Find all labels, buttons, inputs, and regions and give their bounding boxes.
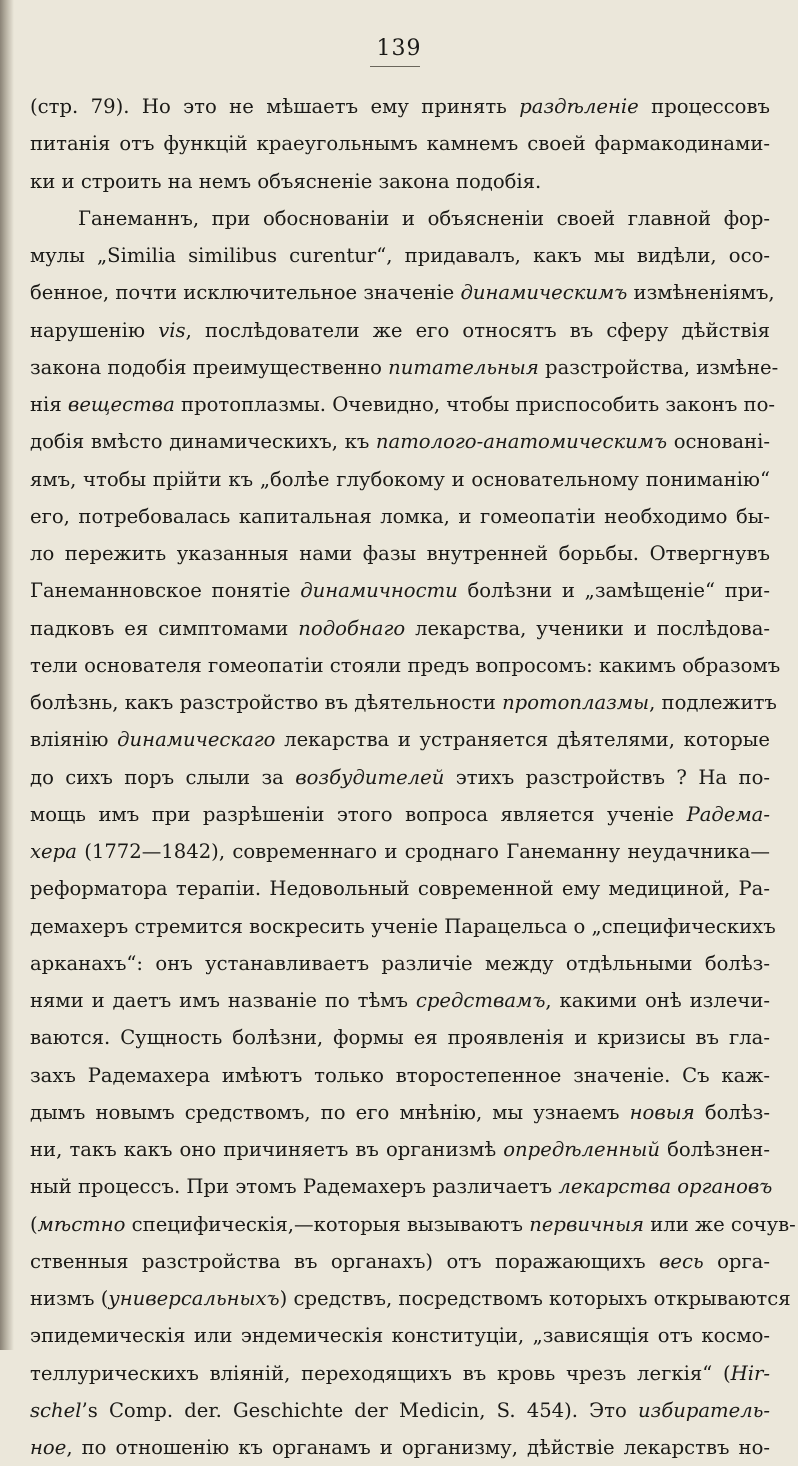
italic-text-segment: питательныя — [388, 355, 539, 379]
text-segment: ки и строить на немъ объясненіе закона подобія. — [30, 169, 542, 193]
italic-text-segment: вещества — [67, 393, 175, 416]
text-line — [30, 1206, 796, 1243]
italic-text-segment: весь — [659, 1249, 704, 1273]
italic-text-segment: опредѣленный — [503, 1138, 660, 1161]
text-line — [30, 647, 781, 684]
text-line — [30, 684, 777, 721]
italic-text-segment: лекарства органовъ — [558, 1175, 773, 1199]
text-line — [30, 163, 770, 200]
text-segment: ( — [30, 1212, 38, 1236]
text-segment: лекарства и устраняется дѣятелями, которые — [275, 728, 771, 752]
italic-text-segment: динамическимъ — [460, 281, 628, 305]
italic-text-segment: динамическаго — [117, 728, 276, 752]
italic-text-segment: хера — [30, 840, 77, 863]
text-segment: мощь имъ при разрѣшеніи этого вопроса является ученіе — [30, 802, 687, 826]
text-segment: болѣз- — [694, 1100, 770, 1124]
text-line — [30, 535, 770, 572]
text-segment: вліянію — [30, 728, 118, 752]
page-binding-edge — [0, 0, 14, 1350]
text-line — [30, 1317, 770, 1354]
italic-text-segment: универсальныхъ — [108, 1287, 280, 1310]
text-segment: питанія отъ функцій краеугольнымъ камнемъ своей фармакодинами- — [30, 132, 770, 156]
text-segment: до сихъ поръ слыли за — [30, 765, 296, 789]
text-segment: болѣзни и „замѣщеніе“ при- — [457, 579, 770, 603]
text-line — [30, 1019, 770, 1056]
italic-text-segment: патолого-анатомическимъ — [375, 430, 668, 454]
italic-text-segment: Hir- — [730, 1361, 770, 1385]
italic-text-segment: избиратель- — [637, 1398, 770, 1422]
text-segment: теллурическихъ вліяній, переходящихъ въ кровь чрезъ легкія“ ( — [30, 1361, 731, 1385]
text-segment: или же сочув- — [644, 1212, 796, 1236]
text-line — [30, 870, 770, 907]
text-line — [30, 386, 775, 423]
text-segment: процессовъ — [638, 95, 770, 118]
text-line — [30, 1243, 770, 1280]
text-segment: Ганеманнъ, при обоснованіи и объясненіи своей главной фор- — [78, 206, 770, 230]
text-line — [30, 908, 776, 945]
italic-text-segment: протоплазмы — [502, 691, 650, 714]
text-segment: низмъ ( — [30, 1287, 109, 1310]
text-line — [30, 312, 770, 349]
text-segment: арканахъ“: онъ устанавливаетъ различіе между отдѣльными болѣз- — [30, 951, 770, 975]
text-segment: захъ Радемахера имѣютъ только второстепенное значеніе. Съ каж- — [30, 1063, 770, 1087]
text-line — [30, 721, 770, 758]
text-segment: орга- — [703, 1249, 770, 1273]
text-line — [30, 461, 770, 498]
text-segment: тели основателя гомеопатіи стояли предъ вопросомъ: какимъ образомъ — [30, 653, 781, 677]
text-segment: , какими онѣ излечи- — [545, 989, 770, 1012]
text-line — [30, 759, 770, 796]
italic-text-segment: Радема- — [686, 802, 770, 826]
text-segment: его, потребовалась капитальная ломка, и гомеопатіи необходимо бы- — [30, 504, 770, 528]
text-line — [30, 796, 770, 833]
text-line — [30, 349, 779, 386]
text-segment: этихъ разстройствъ ? На по- — [444, 765, 770, 789]
text-segment: , подлежитъ — [649, 691, 777, 714]
italic-text-segment: ное — [30, 1436, 67, 1459]
text-segment: демахеръ стремится воскресить ученіе Парацельса о „специфическихъ — [30, 914, 776, 938]
text-line — [30, 498, 770, 535]
italic-text-segment: новыя — [629, 1100, 695, 1124]
text-line — [30, 125, 770, 162]
text-line — [30, 1168, 773, 1205]
text-line — [30, 1280, 791, 1317]
text-segment: специфическія,—которыя вызываютъ — [125, 1212, 530, 1236]
page-number-underline — [370, 66, 420, 67]
text-line — [30, 1094, 770, 1131]
text-segment: мулы „Similia similibus curentur“, придавалъ, какъ мы видѣли, осо- — [30, 244, 770, 267]
text-line — [30, 1057, 770, 1094]
text-segment: эпидемическія или эндемическія конституціи, „зависящія отъ космо- — [30, 1324, 770, 1348]
text-segment: ло пережить указанныя нами фазы внутренней борьбы. Отвергнувъ — [30, 542, 770, 565]
text-segment: болѣзнен- — [660, 1138, 770, 1161]
text-segment: дымъ новымъ средствомъ, по его мнѣнію, мы узнаемъ — [30, 1100, 630, 1124]
text-segment: лекарства, ученики и послѣдова- — [405, 616, 770, 640]
text-line — [30, 610, 770, 647]
italic-text-segment: мѣстно — [37, 1212, 126, 1236]
text-line — [30, 572, 770, 609]
text-line — [30, 1392, 770, 1429]
text-segment: ственныя разстройства въ органахъ) отъ поражающихъ — [30, 1249, 660, 1273]
text-segment: нями и даетъ имъ названіе по тѣмъ — [30, 989, 416, 1012]
text-line — [30, 1355, 770, 1392]
page-number: 139 — [376, 36, 422, 61]
text-segment: бенное, почти исключительное значеніе — [30, 281, 461, 305]
italic-text-segment: раздѣленіе — [519, 95, 639, 118]
text-line — [30, 200, 770, 237]
text-segment: ный процессъ. При этомъ Радемахеръ различаетъ — [30, 1175, 559, 1199]
text-segment: , послѣдователи же его относятъ въ сферу дѣйствія — [185, 318, 770, 342]
text-line — [30, 945, 770, 982]
text-segment: добія вмѣсто динамическихъ, къ — [30, 430, 376, 454]
text-line — [30, 982, 770, 1019]
text-line — [30, 423, 770, 460]
italic-text-segment: возбудителей — [295, 765, 445, 789]
italic-text-segment: schel — [30, 1398, 82, 1422]
text-line — [30, 88, 770, 125]
body-text — [30, 88, 796, 1466]
text-segment: ямъ, чтобы прійти къ „болѣе глубокому и основательному пониманію“ — [30, 467, 770, 491]
text-segment: (1772—1842), современнаго и сроднаго Ганеманну неудачника— — [76, 840, 770, 863]
text-segment: Ганеманновское понятіе — [30, 579, 301, 603]
text-line — [30, 833, 770, 870]
text-segment: закона подобія преимущественно — [30, 355, 389, 379]
italic-text-segment: средствамъ — [415, 989, 546, 1012]
text-line — [30, 1429, 770, 1466]
text-segment: ) средствъ, посредствомъ которыхъ открываются — [279, 1287, 791, 1310]
text-segment: измѣненіямъ, — [627, 281, 775, 305]
text-segment: разстройства, измѣне- — [538, 355, 779, 379]
italic-text-segment: первичныя — [529, 1212, 645, 1236]
text-segment: реформатора терапіи. Недовольный современной ему медициной, Ра- — [30, 877, 770, 901]
text-segment: протоплазмы. Очевидно, чтобы приспособить законъ по- — [174, 393, 775, 416]
italic-text-segment: динамичности — [300, 579, 458, 603]
text-segment: основані- — [667, 430, 770, 454]
text-segment: падковъ ея симптомами — [30, 616, 299, 640]
text-segment: ваются. Сущность болѣзни, формы ея проявленія и кризисы въ гла- — [30, 1026, 770, 1050]
text-segment: , по отношенію къ органамъ и организму, дѣйствіе лекарствъ но- — [66, 1436, 770, 1459]
text-segment: нія — [30, 393, 68, 416]
italic-text-segment: подобнаго — [298, 616, 406, 640]
text-line — [30, 274, 775, 311]
italic-text-segment: vis — [158, 318, 186, 342]
text-segment: нарушенію — [30, 318, 159, 342]
text-segment: (стр. 79). Но это не мѣшаетъ ему принять — [30, 95, 520, 118]
text-segment: болѣзнь, какъ разстройство въ дѣятельности — [30, 691, 503, 714]
text-line — [30, 237, 770, 274]
text-line — [30, 1131, 770, 1168]
text-segment: ни, такъ какъ оно причиняетъ въ организмѣ — [30, 1138, 504, 1161]
text-segment: ’s Comp. der. Geschichte der Medicin, S. 454). Это — [81, 1398, 638, 1422]
